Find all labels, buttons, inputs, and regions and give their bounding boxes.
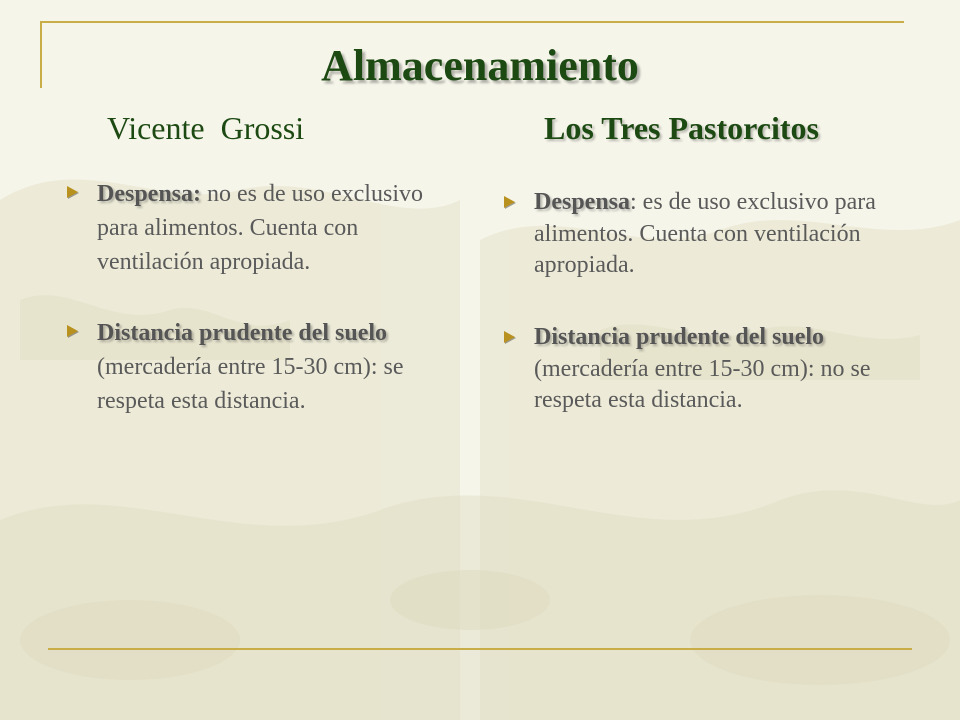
- list-item-distancia: [497, 322, 897, 417]
- item-bold-label: Despensa:: [97, 181, 202, 207]
- arrow-bullet-icon: [504, 331, 515, 343]
- item-bold-label: Distancia prudente del suelo: [534, 324, 825, 351]
- item-text: : es de uso exclusivo para alimentos. Cuenta con ventilación apropiada.: [534, 189, 876, 279]
- right-column-heading: Los Tres Pastorcitos: [544, 110, 819, 146]
- left-bullet-list: [60, 177, 440, 418]
- list-item-despensa: [497, 187, 897, 282]
- list-item-despensa: [60, 177, 440, 279]
- right-bullet-list: [497, 187, 897, 417]
- arrow-bullet-icon: [67, 325, 78, 337]
- left-column-heading: Vicente Grossi: [107, 110, 305, 146]
- item-bold-label: Despensa: [534, 189, 631, 215]
- list-item-distancia: [60, 316, 440, 418]
- item-text: no es de uso exclusivo para alimentos. Cuenta con ventilación apropiada.: [97, 181, 423, 276]
- item-bold-label: Distancia prudente del suelo: [97, 320, 388, 347]
- top-rule: [40, 21, 904, 23]
- arrow-bullet-icon: [504, 196, 515, 208]
- slide-title: Almacenamiento: [321, 41, 639, 90]
- arrow-bullet-icon: [67, 186, 78, 198]
- item-text: (mercadería entre 15-30 cm): se respeta esta distancia.: [97, 354, 404, 415]
- bottom-rule: [48, 648, 912, 650]
- item-text: (mercadería entre 15-30 cm): no se respeta esta distancia.: [534, 355, 871, 414]
